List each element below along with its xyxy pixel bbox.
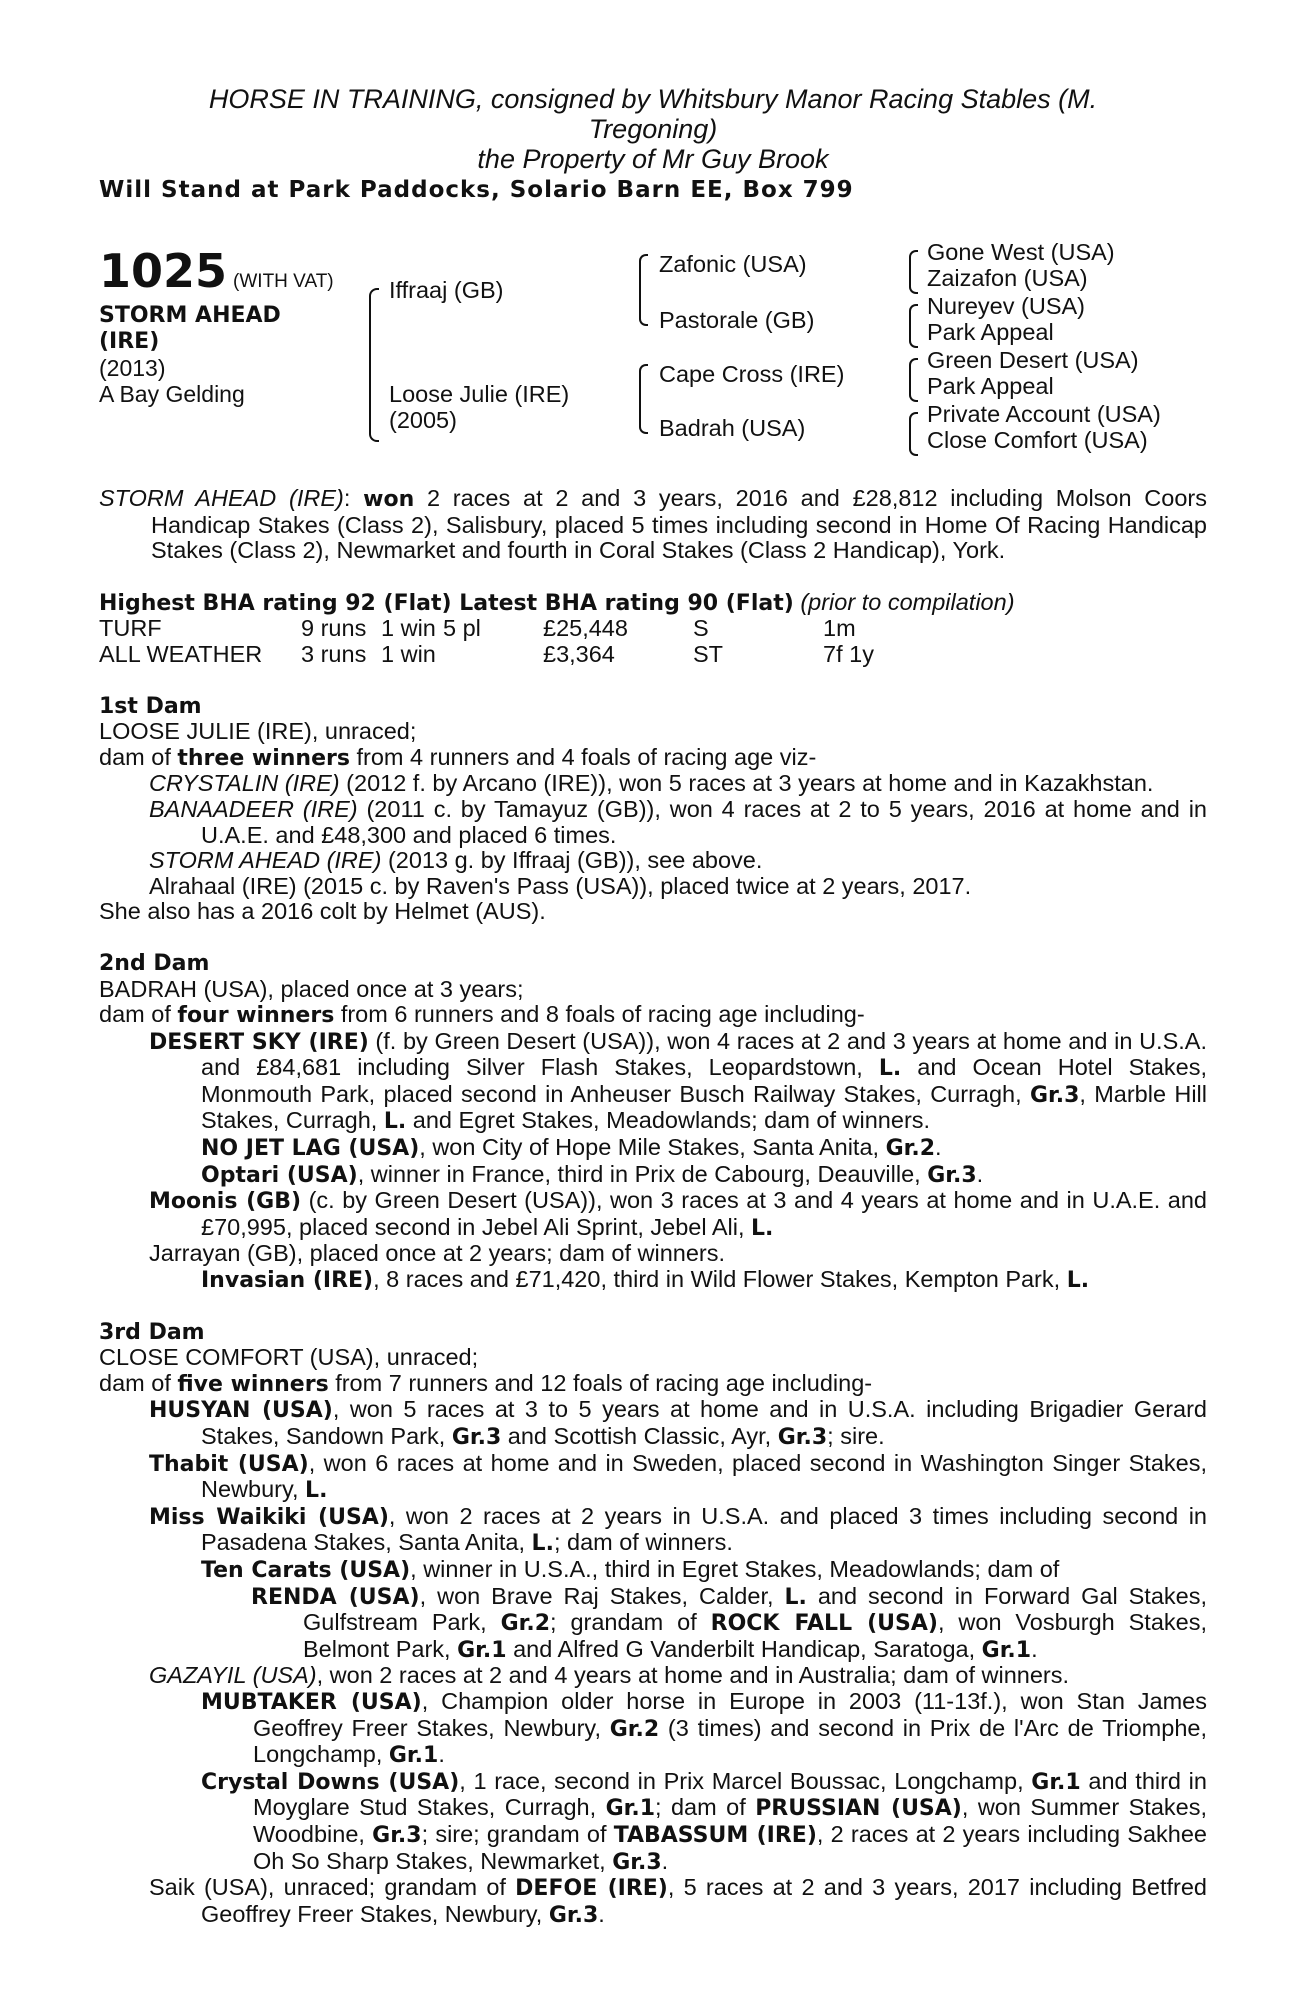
consignor-line: HORSE IN TRAINING, consigned by Whitsbury Manor Racing Stables (M. (208, 84, 1098, 114)
stats-row-turf: TURF 9 runs 1 win 5 pl £25,448 S 1m (99, 615, 856, 642)
second-dam-heading: 2nd Dam (99, 950, 210, 976)
produce-entry: MUBTAKER (USA), Champion older horse in Europe in 2003 (11-13f.), won Stan James Geoffrey Freer Stakes, Newbury, Gr.2 (3 times) and second in Prix de l'Arc de Triomphe, Longchamp, Gr.1. (201, 1687, 1207, 1769)
pedigree-brace (909, 250, 918, 294)
pedigree-brace (369, 288, 379, 442)
dam: Loose Julie (IRE) (389, 381, 570, 407)
produce-entry: Ten Carats (USA), winner in U.S.A., third in Egret Stakes, Meadowlands; dam of (201, 1555, 1060, 1583)
stand-location: Will Stand at Park Paddocks, Solario Barn EE, Box 799 (99, 177, 854, 203)
horse-description: A Bay Gelding (99, 380, 245, 407)
second-dam-line: BADRAH (USA), placed once at 3 years; (99, 975, 524, 1002)
produce-entry: Crystal Downs (USA), 1 race, second in Prix Marcel Boussac, Longchamp, Gr.1 and third in Moyglare Stud Stakes, Curragh, Gr.1; dam of PRUSSIAN (USA), won Summer Stakes, Woodbine, Gr.3; sire; grandam of TABASSUM (IRE), 2 races at 2 years including Sakhee Oh So Sharp Stakes, Newmarket, Gr.3. (201, 1767, 1207, 1875)
produce-entry: STORM AHEAD (IRE) (2013 g. by Iffraaj (GB)), see above. (149, 847, 763, 874)
sire-dam-sire: Nureyev (USA) (927, 293, 1086, 319)
pedigree-brace (639, 254, 648, 326)
pedigree-brace (639, 364, 648, 434)
produce-note: She also has a 2016 colt by Helmet (AUS). (99, 898, 546, 925)
horse-name: STORM AHEAD (99, 302, 281, 328)
pedigree-block (99, 239, 1207, 476)
foaling-year: (2013) (99, 354, 166, 381)
produce-entry: DESERT SKY (IRE) (f. by Green Desert (USA)), won 4 races at 2 and 3 years at home and in U.S.A. and £84,681 including Silver Flash Stakes, Leopardstown, L. and Ocean Hotel Stakes, Monmouth Park, placed second in Anheuser Busch Railway Stakes, Curragh, Gr.3, Marble Hill Stakes, Curragh, L. and Egret Stakes, Meadowlands; dam of winners. (149, 1027, 1208, 1135)
consignor-line-cont: Tregoning) (588, 114, 718, 144)
lot-number: 1025 (99, 244, 228, 298)
pedigree-brace (909, 304, 918, 348)
sire: Iffraaj (GB) (389, 277, 504, 303)
horse-name-suffix: (IRE) (99, 328, 160, 354)
produce-entry: Optari (USA), winner in France, third in Prix de Cabourg, Deauville, Gr.3. (201, 1160, 984, 1188)
dam-dam-sire: Private Account (USA) (927, 401, 1161, 427)
first-dam-heading: 1st Dam (99, 693, 202, 719)
produce-entry: HUSYAN (USA), won 5 races at 3 to 5 years at home and in U.S.A. including Brigadier Gerard Stakes, Sandown Park, Gr.3 and Scottish Classic, Ayr, Gr.3; sire. (149, 1396, 1207, 1450)
dam-dam: Badrah (USA) (659, 415, 806, 441)
pedigree-brace (909, 358, 918, 402)
sire-dam-dam: Park Appeal (927, 319, 1054, 345)
third-dam-heading: 3rd Dam (99, 1319, 205, 1345)
catalogue-page (99, 84, 1207, 1928)
sire-dam: Pastorale (GB) (659, 307, 815, 333)
lot-info (99, 244, 334, 407)
first-dam-produce: dam of three winners from 4 runners and 4 foals of racing age viz- (99, 743, 817, 771)
third-dam-line: CLOSE COMFORT (USA), unraced; (99, 1344, 479, 1371)
produce-entry: BANAADEER (IRE) (2011 c. by Tamayuz (GB)), won 4 races at 2 to 5 years, 2016 at home and in U.A.E. and £48,300 and placed 6 times. (149, 795, 1207, 848)
vat-note: (WITH VAT) (233, 271, 334, 292)
produce-entry: Alrahaal (IRE) (2015 c. by Raven's Pass (USA)), placed twice at 2 years, 2017. (149, 872, 972, 899)
sire-sire: Zafonic (USA) (659, 251, 807, 277)
sire-sire-dam: Zaizafon (USA) (927, 265, 1088, 291)
produce-entry: Moonis (GB) (c. by Green Desert (USA)), won 3 races at 3 and 4 years at home and in U.A.E. and £70,995, placed second in Jebel Ali Sprint, Jebel Ali, L. (149, 1187, 1208, 1241)
produce-entry: Jarrayan (GB), placed once at 2 years; dam of winners. (149, 1240, 726, 1267)
dam-sire-sire: Green Desert (USA) (927, 347, 1139, 373)
produce-entry: Miss Waikiki (USA), won 2 races at 2 years in U.S.A. and placed 3 times including second in Pasadena Stakes, Santa Anita, L.; dam of winners. (149, 1502, 1207, 1557)
page-header (99, 84, 1207, 204)
third-dam-produce: dam of five winners from 7 runners and 12 foals of racing age including- (99, 1369, 873, 1397)
sire-sire-sire: Gone West (USA) (927, 239, 1115, 265)
second-dam-produce: dam of four winners from 6 runners and 8 foals of racing age including- (99, 1001, 865, 1029)
produce-entry: NO JET LAG (USA), won City of Hope Mile Stakes, Santa Anita, Gr.2. (201, 1134, 942, 1162)
race-summary: STORM AHEAD (IRE): won 2 races at 2 and 3 years, 2016 and £28,812 including Molson Coors Handicap Stakes (Class 2), Salisbury, placed 5 times including second in Home Of Racing Handicap Stakes (Class 2), Newmarket and fourth in Coral Stakes (Class 2 Handicap), York. (99, 485, 1207, 564)
first-dam-line: LOOSE JULIE (IRE), unraced; (99, 718, 417, 745)
dam-dam-dam: Close Comfort (USA) (927, 427, 1148, 453)
rating-block (99, 590, 1207, 668)
produce-entry: Invasian (IRE), 8 races and £71,420, third in Wild Flower Stakes, Kempton Park, L. (201, 1266, 1090, 1294)
produce-entry: CRYSTALIN (IRE) (2012 f. by Arcano (IRE)), won 5 races at 3 years at home and in Kazakhstan. (149, 770, 1154, 797)
pedigree-brace (909, 412, 918, 456)
produce-entry: Saik (USA), unraced; grandam of DEFOE (IRE), 5 races at 2 and 3 years, 2017 including Betfred Geoffrey Freer Stakes, Newbury, Gr.3. (149, 1874, 1207, 1928)
dam-year: (2005) (389, 407, 457, 433)
stats-row-all-weather: ALL WEATHER 3 runs 1 win £3,364 ST 7f 1y (99, 640, 874, 667)
produce-entry: Thabit (USA), won 6 races at home and in Sweden, placed second in Washington Singer Stakes, Newbury, L. (149, 1449, 1207, 1504)
rating-line: Highest BHA rating 92 (Flat) Latest BHA rating 90 (Flat) (prior to compilation) (99, 588, 1015, 616)
owner-line: the Property of Mr Guy Brook (477, 144, 829, 174)
produce-entry: RENDA (USA), won Brave Raj Stakes, Calder, L. and second in Forward Gal Stakes, Gulfstream Park, Gr.2; grandam of ROCK FALL (USA), won Vosburgh Stakes, Belmont Park, Gr.1 and Alfred G Vanderbilt Handicap, Saratoga, Gr.1. (251, 1582, 1208, 1663)
dam-sire: Cape Cross (IRE) (659, 361, 845, 387)
dam-sire-dam: Park Appeal (927, 373, 1054, 399)
produce-entry: GAZAYIL (USA), won 2 races at 2 and 4 years at home and in Australia; dam of winners. (149, 1662, 1070, 1689)
